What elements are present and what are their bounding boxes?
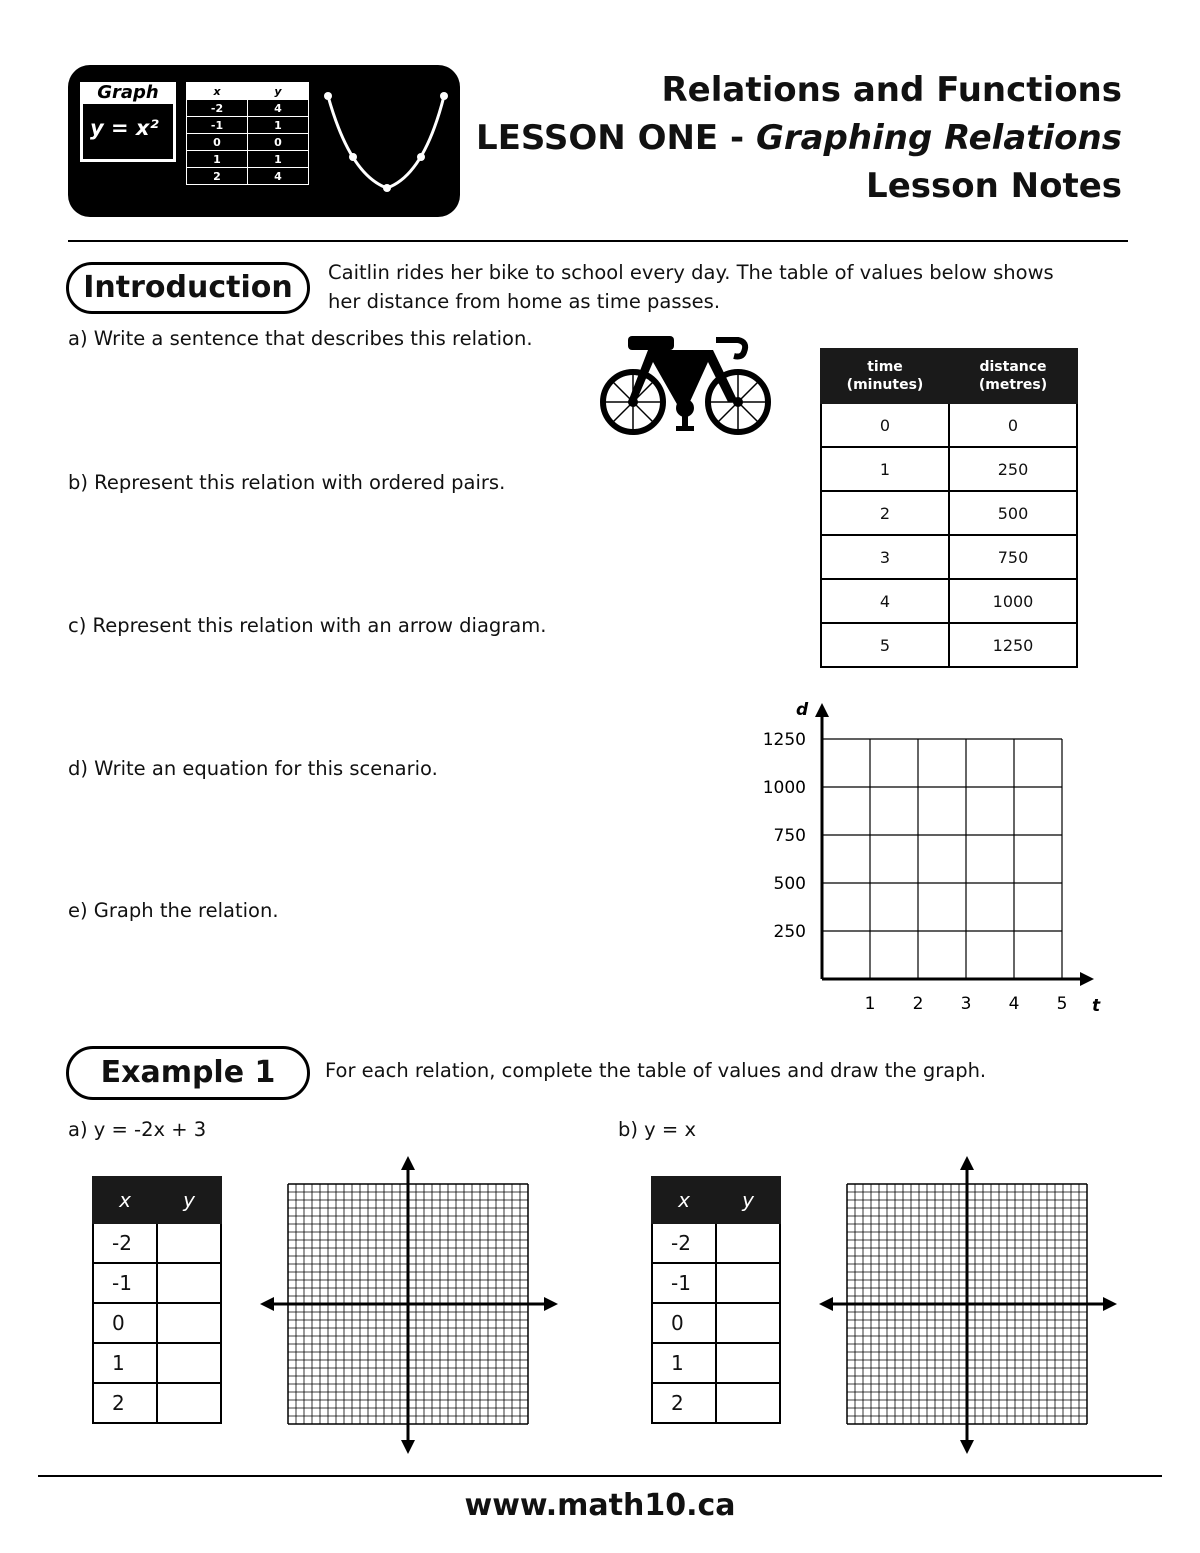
axis-label-t: t (1092, 996, 1101, 1016)
badge-cell: 4 (248, 100, 309, 117)
x-cell: -1 (93, 1263, 157, 1303)
introduction-label: Introduction (66, 262, 310, 314)
question-c: c) Represent this relation with an arrow diagram. (68, 614, 547, 637)
xy-table-a (92, 1176, 222, 1424)
x-cell: -2 (93, 1223, 157, 1263)
x-cell: 1 (652, 1343, 716, 1383)
title-notes: Lesson Notes (866, 166, 1122, 206)
distance-cell: 1250 (949, 623, 1077, 667)
badge-cell: 1 (248, 117, 309, 134)
table-row (652, 1383, 780, 1423)
x-cell: 0 (93, 1303, 157, 1343)
table-row (821, 623, 1077, 667)
divider-bottom (38, 1475, 1162, 1477)
time-distance-table (820, 348, 1078, 668)
header-distance (949, 349, 1077, 403)
y-tick: 750 (773, 826, 806, 846)
question-d: d) Write an equation for this scenario. (68, 757, 438, 780)
distance-cell: 250 (949, 447, 1077, 491)
y-cell-blank[interactable] (157, 1343, 221, 1383)
distance-time-graph (740, 695, 1120, 1025)
title-lesson (476, 118, 1122, 158)
bicycle-icon (598, 330, 774, 440)
y-cell-blank[interactable] (157, 1263, 221, 1303)
table-row (93, 1263, 221, 1303)
table-row (652, 1343, 780, 1383)
title-main: Relations and Functions (661, 70, 1122, 110)
table-row (821, 579, 1077, 623)
x-cell: -2 (652, 1223, 716, 1263)
table-row (821, 447, 1077, 491)
question-a: a) Write a sentence that describes this relation. (68, 327, 533, 350)
x-cell: 2 (652, 1383, 716, 1423)
table-row (93, 1383, 221, 1423)
xy-header-y: y (716, 1177, 780, 1223)
time-cell: 3 (821, 535, 949, 579)
badge-graph-label: Graph (80, 82, 176, 104)
distance-cell: 0 (949, 403, 1077, 447)
example1-instruction: For each relation, complete the table of values and draw the graph. (325, 1059, 987, 1082)
y-cell-blank[interactable] (157, 1303, 221, 1343)
xy-header-x: x (93, 1177, 157, 1223)
x-tick: 4 (1008, 994, 1020, 1014)
xy-header-x: x (652, 1177, 716, 1223)
time-cell: 2 (821, 491, 949, 535)
header-time (821, 349, 949, 403)
y-cell-blank[interactable] (157, 1223, 221, 1263)
y-tick: 250 (773, 922, 806, 942)
footer-url: www.math10.ca (464, 1488, 736, 1523)
badge-cell: 1 (187, 151, 248, 168)
badge-table (186, 82, 309, 185)
table-row (652, 1303, 780, 1343)
y-cell-blank[interactable] (157, 1383, 221, 1423)
badge-parabola-icon (320, 80, 455, 205)
header-time-line2: (minutes) (846, 377, 924, 393)
badge-cell: 0 (187, 134, 248, 151)
table-row (652, 1223, 780, 1263)
y-cell-blank[interactable] (716, 1343, 780, 1383)
badge-table-header-y: y (248, 83, 309, 100)
badge-cell: 4 (248, 168, 309, 185)
badge-cell: 0 (248, 134, 309, 151)
header-distance-line2: (metres) (978, 377, 1048, 393)
distance-cell: 1000 (949, 579, 1077, 623)
x-tick: 2 (912, 994, 924, 1014)
badge-cell: -2 (187, 100, 248, 117)
example1-part-a: a) y = -2x + 3 (68, 1118, 207, 1141)
y-tick: 1000 (762, 778, 806, 798)
coordinate-grid-b[interactable] (815, 1154, 1121, 1456)
xy-table-b (651, 1176, 781, 1424)
time-cell: 1 (821, 447, 949, 491)
badge-cell: 2 (187, 168, 248, 185)
distance-cell: 750 (949, 535, 1077, 579)
badge-equation: y = x² (90, 116, 159, 140)
y-cell-blank[interactable] (716, 1303, 780, 1343)
x-tick: 3 (960, 994, 972, 1014)
time-cell: 4 (821, 579, 949, 623)
table-row (652, 1263, 780, 1303)
x-cell: 2 (93, 1383, 157, 1423)
xy-header-y: y (157, 1177, 221, 1223)
intro-text-line2: her distance from home as time passes. (328, 290, 721, 313)
y-tick: 500 (773, 874, 806, 894)
time-cell: 5 (821, 623, 949, 667)
badge-cell: -1 (187, 117, 248, 134)
x-cell: -1 (652, 1263, 716, 1303)
y-tick: 1250 (762, 730, 806, 750)
y-cell-blank[interactable] (716, 1263, 780, 1303)
x-tick: 1 (864, 994, 876, 1014)
example1-part-b: b) y = x (618, 1118, 696, 1141)
y-cell-blank[interactable] (716, 1383, 780, 1423)
table-row (821, 535, 1077, 579)
badge-cell: 1 (248, 151, 309, 168)
title-lesson-prefix: LESSON ONE - (476, 118, 756, 158)
question-b: b) Represent this relation with ordered pairs. (68, 471, 506, 494)
table-row (93, 1223, 221, 1263)
header-distance-line1: distance (979, 359, 1047, 375)
x-tick: 5 (1056, 994, 1068, 1014)
example1-label: Example 1 (66, 1046, 310, 1100)
intro-text-line1: Caitlin rides her bike to school every day. The table of values below shows (328, 261, 1054, 284)
question-e: e) Graph the relation. (68, 899, 279, 922)
divider-top (68, 240, 1128, 242)
badge-table-header-x: x (187, 83, 248, 100)
x-cell: 0 (652, 1303, 716, 1343)
table-row (93, 1303, 221, 1343)
distance-cell: 500 (949, 491, 1077, 535)
header-time-line1: time (867, 359, 903, 375)
time-cell: 0 (821, 403, 949, 447)
x-cell: 1 (93, 1343, 157, 1383)
axis-label-d: d (796, 700, 809, 720)
table-row (821, 491, 1077, 535)
y-cell-blank[interactable] (716, 1223, 780, 1263)
table-row (93, 1343, 221, 1383)
table-row (821, 403, 1077, 447)
title-lesson-topic: Graphing Relations (755, 118, 1122, 158)
coordinate-grid-a[interactable] (256, 1154, 562, 1456)
